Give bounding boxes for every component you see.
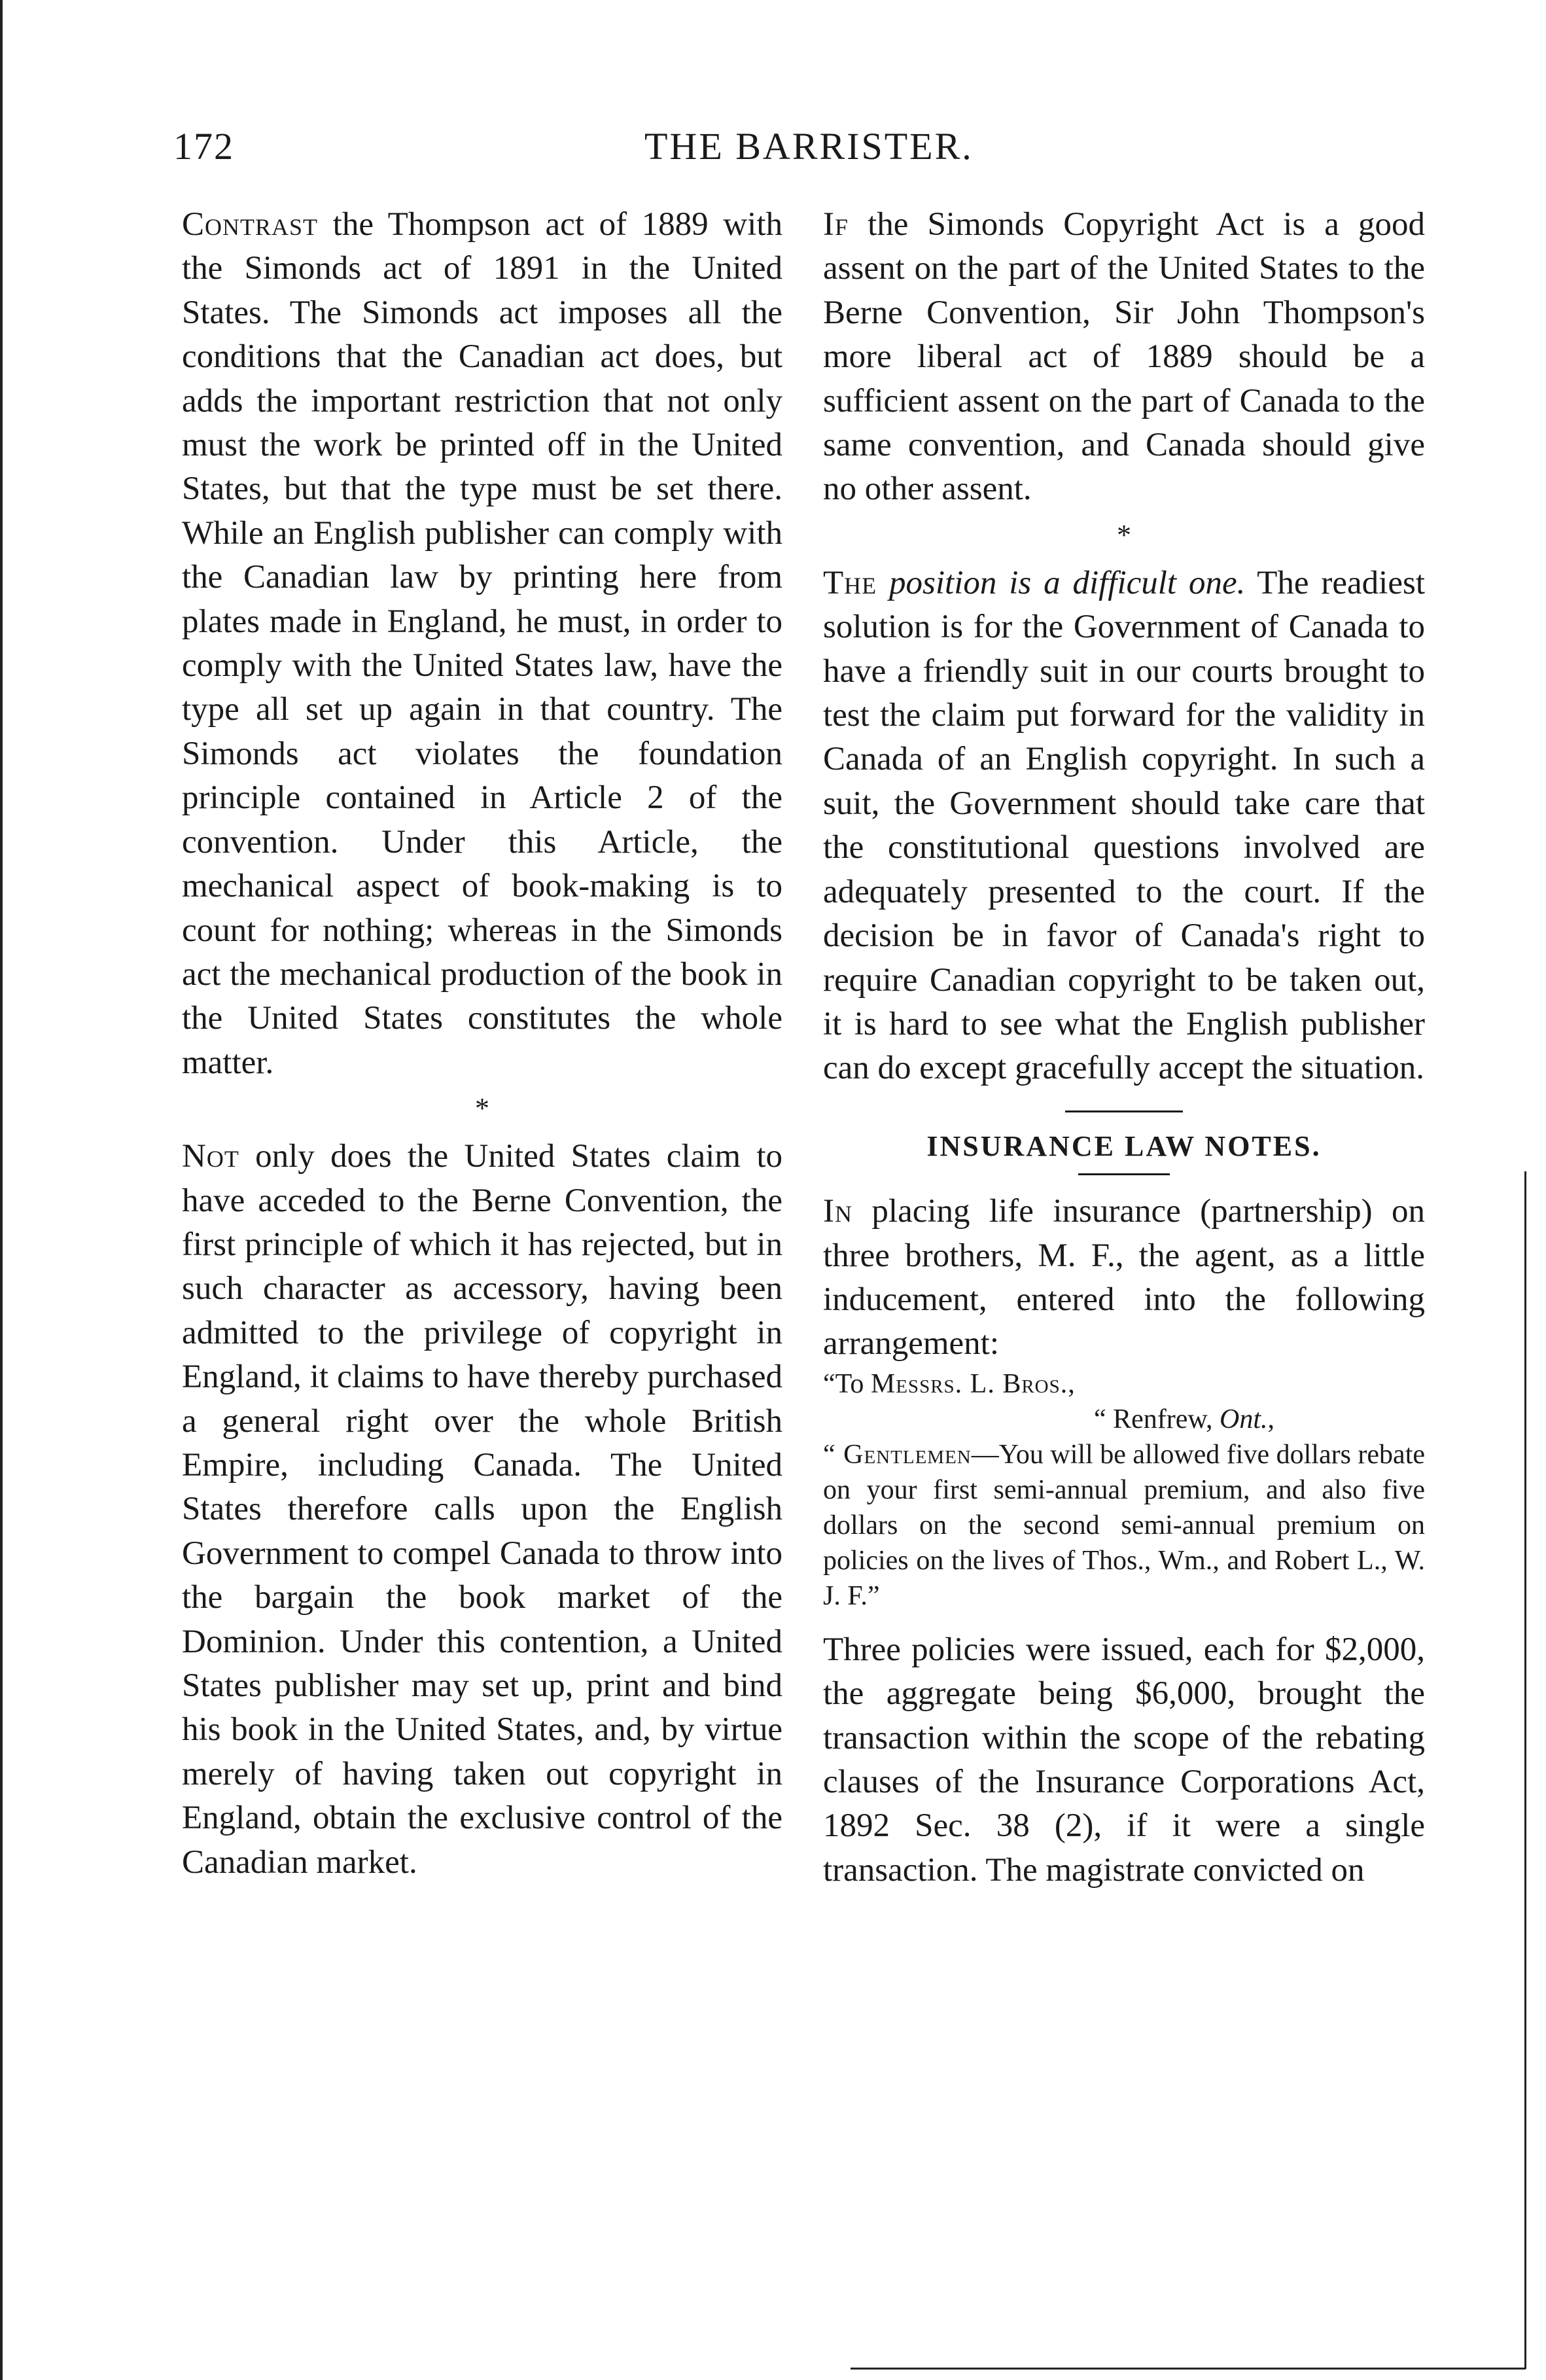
paragraph-position-difficult — [823, 561, 1425, 1091]
quote-salutation: “To Messrs. L. Bros., — [823, 1368, 1076, 1399]
page-edge-line — [0, 0, 3, 2380]
quote-body: “ Gentlemen—You will be allowed five dollars rebate on your first semi-annual premium, and also five dollars on the second semi-annual premium on policies on the lives of Thos., Wm., and Robert L., W. J. F.” — [823, 1439, 1426, 1611]
page-header — [173, 124, 1423, 183]
paragraph-insurance — [823, 1190, 1425, 1366]
running-title: THE BARRISTER. — [644, 125, 974, 168]
margin-rule-right — [1524, 1171, 1526, 2369]
paragraph-text: only does the United States claim to have acceded to the Berne Convention, the first principle of which it has rejected, but in such character as accessory, having been admitted to the privilege of copyright in England, it claims to have thereby purchased a general right over the whole British Empire, including Canada. The United States therefore calls upon the English Government to compel Canada to throw into the bargain the book market of the Dominion. Under this contention, a United States publisher may set up, print and bind his book in the United States, and, by virtue merely of having taken out copyright in England, obtain the exclusive control of the Canadian market. — [182, 1138, 782, 1881]
asterisk-separator: * — [1117, 518, 1131, 551]
paragraph-not-only — [182, 1135, 782, 1885]
paragraph-text: the Simonds Copyright Act is a good assent on the part of the United States to the Berne Convention, Sir John Thompson's more liberal act of 1889 should be a sufficient assent on the part of Canada to the same convention, and Canada should give no other assent. — [823, 206, 1425, 508]
spacer — [823, 1614, 1425, 1628]
paragraph-text: The readiest solution is for the Government of Canada to have a friendly suit in our courts brought to test the claim put forward for the validity in Canada of an English copyright. In such a suit, the Government should take care that the constitutional questions involved are adequately presented to the court. If the decision be in favor of Canada's right to require Canadian copyright to be taken out, it is hard to see what the English publisher can do except gracefully accept the situation. — [823, 564, 1425, 1087]
lead-word: In — [823, 1193, 852, 1230]
quoted-letter — [823, 1366, 1425, 1614]
right-column — [823, 203, 1425, 1892]
quote-place: “ Renfrew, Ont., — [1093, 1404, 1274, 1434]
paragraph-text: Three policies were issued, each for $2,000, the aggregate being $6,000, brought the transaction within the scope of the rebating clauses of the Insurance Corporations Act, 1892 Sec. 38 (2), if it were a single transaction. The magistrate convicted on — [823, 1631, 1425, 1889]
lead-word: Not — [182, 1138, 239, 1175]
paragraph-contrast — [182, 203, 782, 1085]
margin-rule-bottom — [851, 2368, 1526, 2370]
left-column — [182, 203, 782, 1885]
paragraph-text: placing life insurance (partnership) on three brothers, M. F., the agent, as a little inducement, entered into the following arrangement: — [823, 1193, 1425, 1362]
section-title: INSURANCE LAW NOTES. — [926, 1129, 1322, 1162]
italic-phrase: position is a difficult one. — [877, 564, 1246, 601]
paragraph-text: the Thompson act of 1889 with the Simonds act of 1891 in the United States. The Simonds act imposes all the conditions that the Canadian act does, but adds the important restriction that not only must the work be printed off in the United States, but that the type must be set there. While an English publisher can comply with the Canadian law by printing here from plates made in England, he must, in order to comply with the United States law, have the type all set up again in that country. The Simonds act violates the foundation principle contained in Article 2 of the convention. Under this Article, the mechanical aspect of book-making is to count for nothing; whereas in the Simonds act the mechanical production of the book in the United States constitutes the whole matter. — [182, 206, 782, 1081]
section-rule — [1065, 1110, 1183, 1112]
lead-word: Contrast — [182, 206, 319, 243]
lead-word: The — [823, 564, 877, 601]
paragraph-if-simonds — [823, 203, 1425, 512]
asterisk-separator: * — [475, 1092, 489, 1125]
paragraph-three-policies — [823, 1628, 1425, 1892]
page-number: 172 — [173, 125, 234, 168]
lead-word: If — [823, 206, 849, 243]
section-rule-short — [1078, 1173, 1170, 1175]
